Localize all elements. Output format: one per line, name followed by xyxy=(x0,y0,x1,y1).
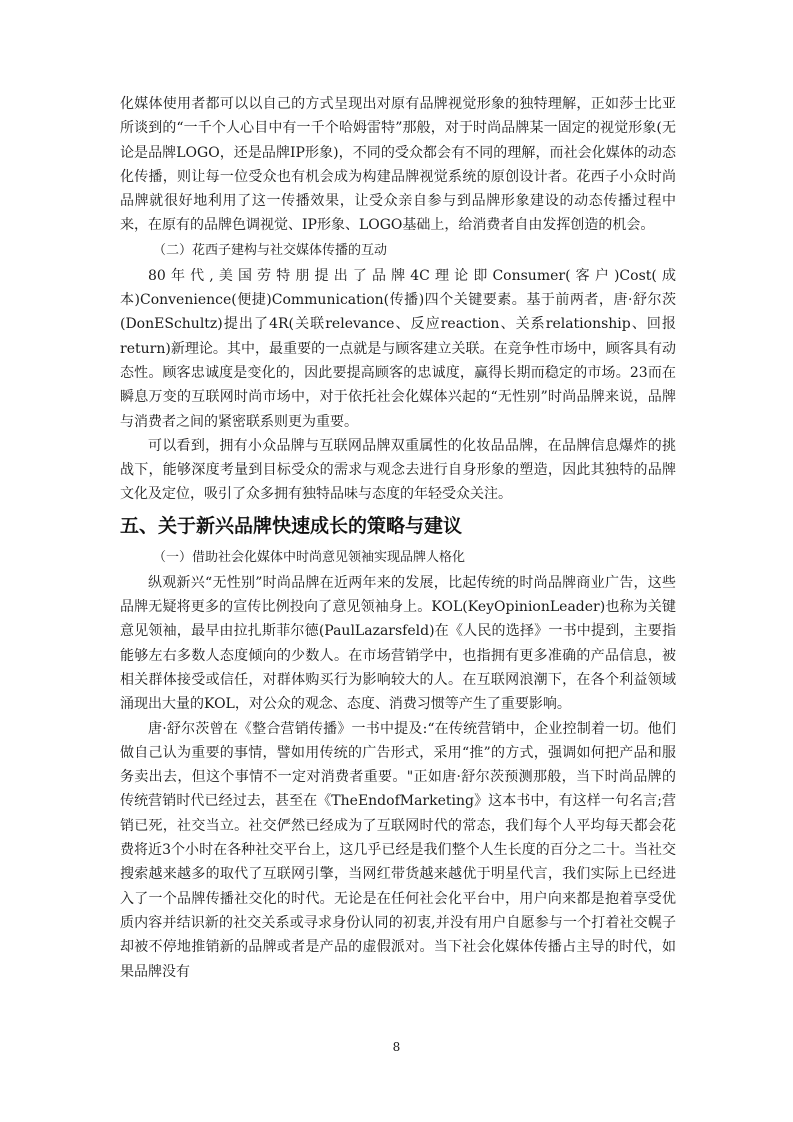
paragraph-niche-brand: 可以看到，拥有小众品牌与互联网品牌双重属性的化妆品品牌，在品牌信息爆炸的挑战下，能够深度考量到目标受众的需求与观念去进行自身形象的塑造，因此其独特的品牌文化及定位，吸引了众多拥有独特品味与态度的年轻受众关注。 xyxy=(120,437,676,503)
paragraph-schultz: 唐·舒尔茨曾在《整合营销传播》一书中提及:“在传统营销中，企业控制着一切。他们做自己认为重要的事情，譬如用传统的广告形式，采用“推”的方式，强调如何把产品和服务卖出去，但这个事情不一定对消费者重要。"正如唐·舒尔茨预测那般，当下时尚品牌的传统营销时代已经过去，甚至在《TheEndofMarketing》这本书中，有这样一句名言;营销已死，社交当立。社交俨然已经成为了互联网时代的常态，我们每个人平均每天都会花费将近3个小时在各种社交平台上，这几乎已经是我们整个人生长度的百分之二十。当社交搜索越来越多的取代了互联网引擎，当网红带货越来越优于明星代言，我们实际上已经进入了一个品牌传播社交化的时代。无论是在任何社会化平台中，用户向来都是抱着享受优质内容并结识新的社交关系或寻求身份认同的初衷,并没有用户自愿参与一个打着社交幌子却被不停地推销新的品牌或者是产品的虚假派对。当下社会化媒体传播占主导的时代，如果品牌没有 xyxy=(120,720,676,980)
subheading-opinion-leaders: （一）借助社会化媒体中时尚意见领袖实现品牌人格化 xyxy=(153,549,466,565)
page-number: 8 xyxy=(392,1040,401,1054)
paragraph-4c-theory: 80年代,美国劳特朋提出了品牌4C理论即Consumer(客户)Cost(成本)Convenience(便捷)Communication(传播)四个关键要素。基于前两者，唐·舒尔茨(DonESchultz)提出了4R(关联relevance、反应reaction、关系relationship、回报return)新理论。其中，最重要的一点就是与顾客建立关联。在竞争性市场中，顾客具有动态性。顾客忠诚度是变化的，因此要提高顾客的忠诚度，赢得长期而稳定的市场。23而在瞬息万变的互联网时尚市场中，对于依托社会化媒体兴起的“无性别”时尚品牌来说，品牌与消费者之间的紧密联系则更为重要。 xyxy=(120,267,676,430)
section-heading: 五、关于新兴品牌快速成长的策略与建议 xyxy=(120,514,463,537)
paragraph-continued: 化媒体使用者都可以以自己的方式呈现出对原有品牌视觉形象的独特理解，正如莎士比亚所谈到的“一千个人心目中有一千个哈姆雷特”那般，对于时尚品牌某一固定的视觉形象(无论是品牌LOGO，还是品牌IP形象)，不同的受众都会有不同的理解，而社会化媒体的动态化传播，则让每一位受众也有机会成为构建品牌视觉系统的原创设计者。花西子小众时尚品牌就很好地利用了这一传播效果，让受众亲自参与到品牌形象建设的动态传播过程中来，在原有的品牌色调视觉、IP形象、LOGO基础上，给消费者自由发挥创造的机会。 xyxy=(120,96,676,234)
subheading-huaxizi-interaction: （二）花西子建构与社交媒体传播的互动 xyxy=(153,242,388,258)
paragraph-kol: 纵观新兴“无性别”时尚品牌在近两年来的发展，比起传统的时尚品牌商业广告，这些品牌无疑将更多的宣传比例投向了意见领袖身上。KOL(KeyOpinionLeader)也称为关键意见领袖，最早由拉扎斯菲尔德(PaulLazarsfeld)在《人民的选择》一书中提到，主要指能够左右多数人态度倾向的少数人。在市场营销学中，也指拥有更多准确的产品信息，被相关群体接受或信任，对群体购买行为影响较大的人。在互联网浪潮下，在各个利益领域涌现出大量的KOL，对公众的观念、态度、消费习惯等产生了重要影响。 xyxy=(120,574,676,713)
page-body xyxy=(120,92,676,984)
